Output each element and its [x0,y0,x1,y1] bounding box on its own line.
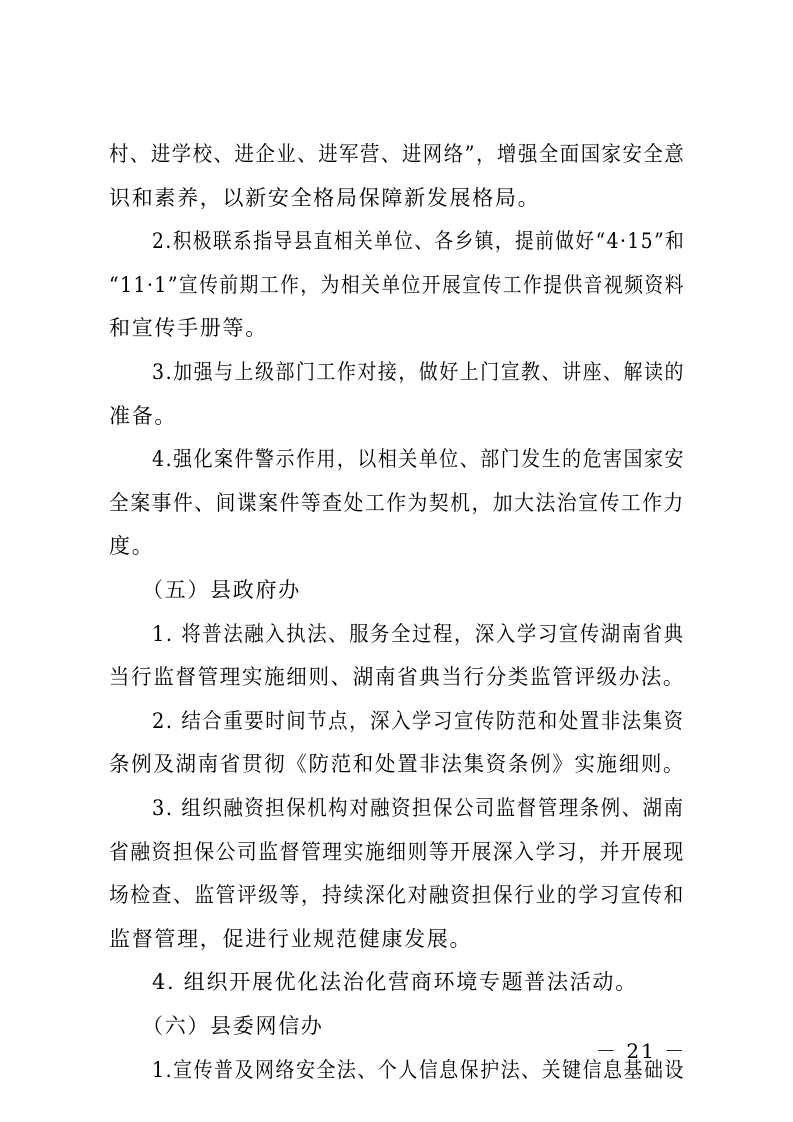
text-line: 度。 [109,534,155,558]
text-line: 4.强化案件警示作用，以相关单位、部门发生的危害国家安 [152,447,685,471]
text-line: 和宣传手册等。 [109,316,268,340]
text-line: 4. 组织开展优化法治化营商环境专题普法活动。 [152,970,638,994]
text-line: 准备。 [109,404,178,428]
text-line: 全案事件、间谍案件等查处工作为契机，加大法治宣传工作力 [109,491,685,515]
text-line: 条例及湖南省贯彻《防范和处置非法集资条例》实施细则。 [109,752,686,776]
text-line: 场检查、监管评级等，持续深化对融资担保行业的学习宣传和 [109,883,685,907]
section-heading: （五）县政府办 [142,578,301,602]
text-line: 当行监督管理实施细则、湖南省典当行分类监管评级办法。 [109,665,686,689]
text-line: 1.宣传普及网络安全法、个人信息保护法、关键信息基础设 [152,1058,685,1082]
text-line: “11·1”宣传前期工作，为相关单位开展宣传工作提供音视频资料 [109,273,685,297]
page-number: － 21 － [596,1039,687,1063]
text-line: 监督管理，促进行业规范健康发展。 [109,927,473,951]
text-line: 3.加强与上级部门工作对接，做好上门宣教、讲座、解读的 [152,360,685,384]
text-line: 2.积极联系指导县直相关单位、各乡镇，提前做好“4·15”和 [152,229,686,253]
text-line: 识和素养，以新安全格局保障新发展格局。 [109,186,541,210]
text-line: 村、进学校、进企业、进军营、进网络”，增强全面国家安全意 [109,142,686,166]
text-line: 3. 组织融资担保机构对融资担保公司监督管理条例、湖南 [152,796,685,820]
section-heading: （六）县委网信办 [142,1014,324,1038]
text-line: 省融资担保公司监督管理实施细则等开展深入学习，并开展现 [109,840,685,864]
text-line: 2. 结合重要时间节点，深入学习宣传防范和处置非法集资 [152,709,685,733]
text-line: 1. 将普法融入执法、服务全过程，深入学习宣传湖南省典 [152,622,685,646]
